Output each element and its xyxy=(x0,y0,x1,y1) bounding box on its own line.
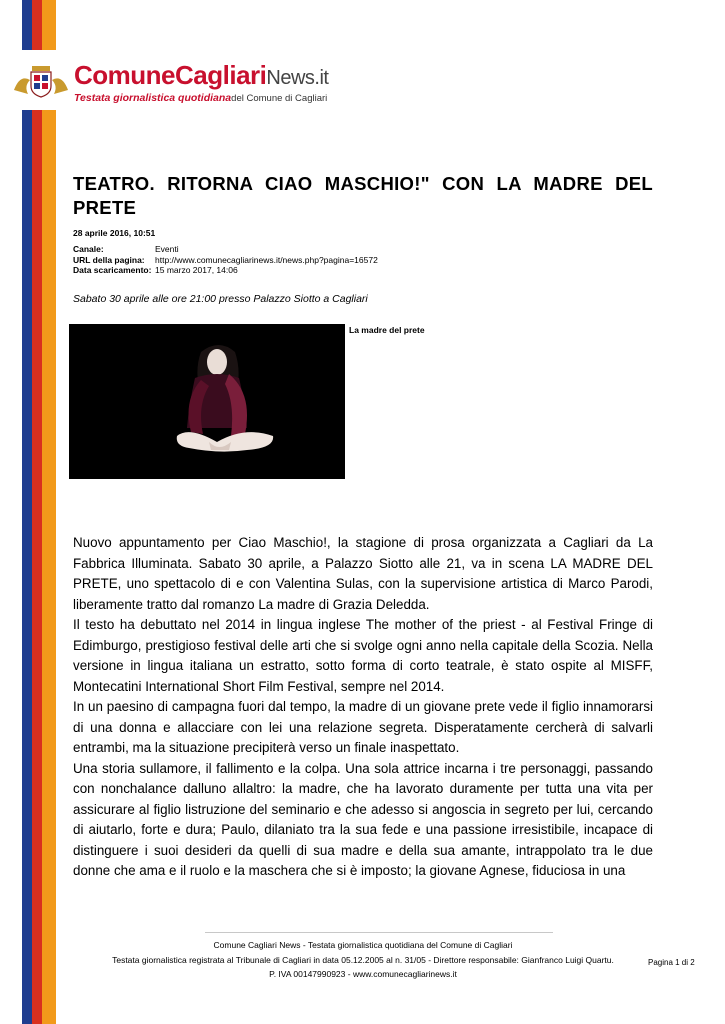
body-paragraph: In un paesino di campagna fuori dal tempo, la madre di un giovane prete vede il figlio innamorarsi di una donna e allacciare con lei una relazione segreta. Disperatamente cercherà di salvarli entrambi, ma la situazione precipiterà verso un finale inaspettato. xyxy=(73,699,653,755)
article-date: 28 aprile 2016, 10:51 xyxy=(73,228,156,238)
meta-value: Eventi xyxy=(155,244,179,254)
meta-row-download-date xyxy=(73,265,378,276)
cagliari-crest-icon xyxy=(10,60,72,100)
brand-suffix: News.it xyxy=(266,67,329,89)
tagline-rest: del Comune di Cagliari xyxy=(231,93,328,104)
brand-name: ComuneCagliari xyxy=(74,60,267,90)
article-body xyxy=(73,533,653,888)
meta-key: Canale: xyxy=(73,244,104,254)
image-caption: La madre del prete xyxy=(349,325,425,335)
article-subtitle: Sabato 30 aprile alle ore 21:00 presso Palazzo Siotto a Cagliari xyxy=(73,293,368,305)
body-paragraph: Il testo ha debuttato nel 2014 in lingua inglese The mother of the priest - al Festival Fringe di Edimburgo, prestigioso festival delle arti che si svolge ogni anno nella capitale della Scozia. Nella versione in lingua italiana un estratto, sotto forma di corto teatrale, è stato ospite al MISFF, Montecatini International Short Film Festival, sempre nel 2014. xyxy=(73,617,653,694)
meta-url-link[interactable]: http://www.comunecagliarinews.it/news.php?pagina=16572 xyxy=(155,254,378,265)
meta-key: URL della pagina: xyxy=(73,254,145,265)
footer-divider xyxy=(205,932,553,933)
body-paragraph: Nuovo appuntamento per Ciao Maschio!, la stagione di prosa organizzata a Cagliari da La Fabbrica Illuminata. Sabato 30 aprile, a Palazzo Siotto alle 21, va in scena LA MADRE DEL PRETE, uno spettacolo di e con Valentina Sulas, con la supervisione artistica di Marco Parodi, liberamente tratto dal romanzo La madre di Grazia Deledda. xyxy=(73,535,653,612)
side-color-stripes xyxy=(22,0,56,1024)
meta-row-url xyxy=(73,255,378,266)
meta-key: Data scaricamento: xyxy=(73,265,152,275)
article-title: TEATRO. RITORNA CIAO MASCHIO!" CON LA MADRE DEL PRETE xyxy=(73,173,653,218)
footer-line-1: Comune Cagliari News - Testata giornalistica quotidiana del Comune di Cagliari xyxy=(213,940,513,950)
footer-line-2: Testata giornalistica registrata al Tribunale di Cagliari in data 05.12.2005 al n. 31/05 - Direttore responsabile: Gianfranco Luigi Quartu. xyxy=(112,954,614,965)
page-footer xyxy=(73,938,653,982)
stripe-orange xyxy=(42,0,56,1024)
masthead xyxy=(0,50,329,110)
meta-value: 15 marzo 2017, 14:06 xyxy=(155,265,238,275)
tagline-main: Testata giornalistica quotidiana xyxy=(74,92,232,104)
article-meta xyxy=(73,244,378,276)
footer-line-3: P. IVA 00147990923 - www.comunecagliarinews.it xyxy=(269,969,457,979)
body-paragraph: Una storia sullamore, il fallimento e la colpa. Una sola attrice incarna i tre personaggi, passando con nonchalance dalluno allaltro: la madre, che ha lavorato duramente per tutta una vita per assicurare al figlio listruzione del seminario e che adesso si angoscia in segreto per lui, cercando di aiutarlo, forte e dura; Paulo, dilaniato tra la sua fede e una passione irresistibile, incapace di distinguere i suoi desideri da quelli di sua madre e della sua amante, intrappolato tra le due donne che ama e il ruolo e la maschera che si è imposto; la giovane Agnese, fiduciosa in una xyxy=(73,760,653,878)
page-number: Pagina 1 di 2 xyxy=(648,958,695,967)
stripe-red xyxy=(32,0,42,1024)
stripe-blue xyxy=(22,0,32,1024)
seated-actress-image xyxy=(69,324,345,479)
article-photo xyxy=(69,324,345,479)
brand-logo xyxy=(74,60,328,91)
tagline xyxy=(74,92,327,104)
meta-row-channel xyxy=(73,244,378,255)
